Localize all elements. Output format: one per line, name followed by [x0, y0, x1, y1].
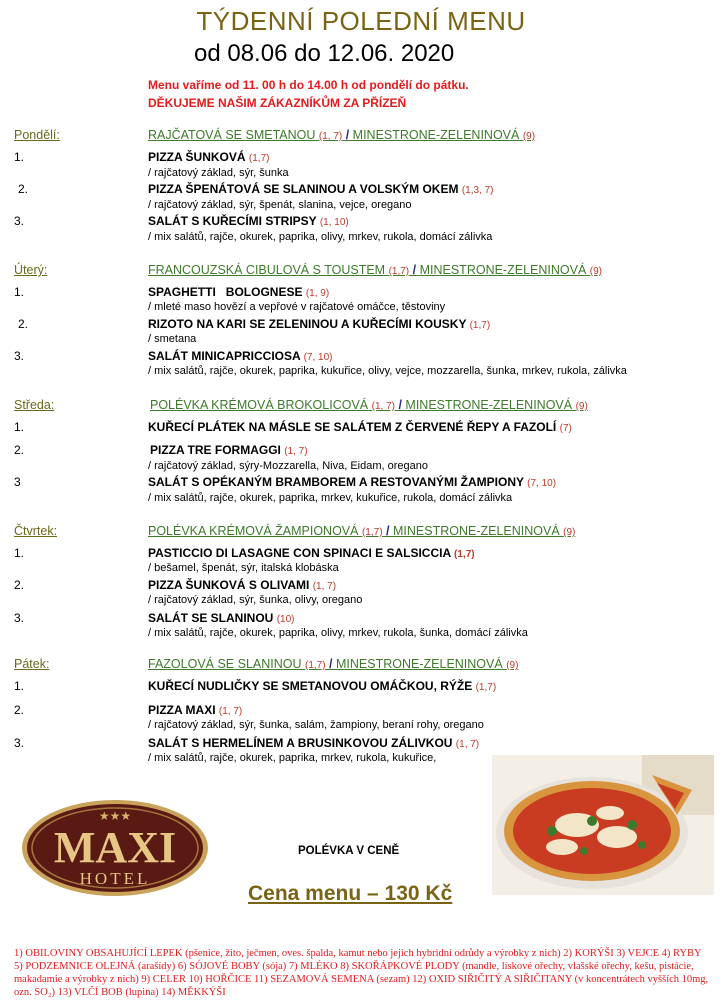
dish-allergens: (1,7) — [248, 153, 270, 164]
dish-number: 3. — [14, 349, 25, 363]
soup-line — [148, 128, 535, 142]
dish-title: PASTICCIO DI LASAGNE CON SPINACI E SALSICCIA — [148, 546, 451, 560]
soup-name: FAZOLOVÁ SE SLANINOU — [148, 657, 302, 671]
soup2-name: MINESTRONE-ZELENINOVÁ — [405, 398, 573, 412]
dish-allergens: (1,7) — [475, 682, 497, 693]
dish-allergens: (1,7) — [454, 549, 475, 560]
dish-number: 1. — [14, 420, 25, 434]
dish-description: / smetana — [148, 333, 197, 345]
dish-description: / rajčatový základ, sýr, šunka — [148, 167, 289, 179]
soup-allergens: (1, 7) — [318, 131, 343, 142]
dish-number: 3. — [14, 736, 25, 750]
soup2-name: MINESTRONE-ZELENINOVÁ — [392, 524, 560, 538]
dish-title: SALÁT S HERMELÍNEM A BRUSINKOVOU ZÁLIVKOU — [148, 736, 453, 750]
soup-separator: / — [398, 398, 402, 412]
dish-number: 2. — [14, 443, 25, 457]
dish-name — [148, 703, 242, 717]
dish-title: PIZZA ŠUNKOVÁ S OLIVAMI — [148, 578, 310, 592]
menu-price: Cena menu – 130 Kč — [248, 882, 453, 905]
dish-number: 1. — [14, 150, 25, 164]
dish-allergens: (1, 7) — [284, 446, 308, 457]
soup2-allergens: (9) — [506, 660, 519, 671]
soup2-allergens: (9) — [522, 131, 536, 142]
thanks-note: DĚKUJEME NAŠIM ZÁKAZNÍKŮM ZA PŘÍZEŇ — [148, 96, 407, 110]
dish-number: 1. — [14, 546, 25, 560]
soup-name: POLÉVKA KRÉMOVÁ ŽAMPIONOVÁ — [148, 524, 359, 538]
soup2-allergens: (9) — [589, 266, 602, 277]
dish-title: PIZZA TRE FORMAGGI — [150, 443, 281, 457]
dish-number: 3 — [14, 475, 21, 489]
dish-title: KUŘECÍ NUDLIČKY SE SMETANOVOU OMÁČKOU, RÝŽE — [148, 679, 473, 693]
dish-allergens: (1, 7) — [218, 706, 243, 717]
dish-number: 2. — [14, 578, 25, 592]
dish-allergens: (1,7) — [469, 320, 491, 331]
dish-allergens: (10) — [276, 614, 295, 625]
dish-allergens: (1,3, 7) — [461, 185, 494, 196]
dish-description: / mix salátů, rajče, okurek, paprika, kukuřice, olivy, vejce, mozzarella, šunka, mrkev, rukola, zálivka — [148, 365, 627, 377]
dish-description: / rajčatový základ, sýr, šunka, olivy, oregano — [148, 594, 363, 606]
soup-separator: / — [329, 657, 333, 671]
soup-allergens: (1, 7) — [371, 401, 395, 412]
hotel-logo — [20, 798, 210, 898]
dish-number: 1. — [14, 679, 25, 693]
hours-note: Menu vaříme od 11. 00 h do 14.00 h od pondělí do pátku. — [148, 78, 469, 92]
dish-allergens: (1, 7) — [312, 581, 337, 592]
soup2-allergens: (9) — [575, 401, 588, 412]
dish-name — [148, 349, 332, 363]
dish-description: / rajčatový základ, sýr, šunka, salám, žampiony, beraní rohy, oregano — [148, 719, 484, 731]
pizza-image — [492, 755, 714, 895]
dish-number: 3. — [14, 214, 25, 228]
soup2-allergens: (9) — [563, 527, 576, 538]
dish-description: / rajčatový základ, sýr, špenát, slanina, vejce, oregano — [148, 199, 412, 211]
dish-title: SALÁT MINICAPRICCIOSA — [148, 349, 301, 363]
dish-name — [148, 420, 572, 434]
soup2-name: MINESTRONE-ZELENINOVÁ — [352, 128, 520, 142]
dish-allergens: (1, 7) — [455, 739, 480, 750]
dish-name — [148, 736, 479, 750]
soup-line — [148, 657, 518, 671]
dish-name — [148, 285, 329, 299]
dish-description: / mix salátů, rajče, okurek, paprika, olivy, mrkev, rukola, šunka, domácí zálivka — [148, 627, 528, 639]
soup-line — [150, 398, 588, 412]
dish-name — [148, 475, 556, 489]
soup-line — [148, 263, 602, 277]
dish-title: PIZZA ŠPENÁTOVÁ SE SLANINOU A VOLSKÝM OKEM — [148, 182, 459, 196]
dish-number: 3. — [14, 611, 25, 625]
dish-allergens: (1, 10) — [319, 217, 349, 228]
dish-name — [148, 317, 490, 331]
soup-name: FRANCOUZSKÁ CIBULOVÁ S TOUSTEM — [148, 263, 386, 277]
day-label: Čtvrtek: — [14, 524, 58, 538]
dish-number: 1. — [14, 285, 25, 299]
logo-name: MAXI — [53, 823, 177, 872]
day-label: Pondělí: — [14, 128, 60, 142]
dish-number: 2. — [18, 317, 29, 331]
dish-description: / mleté maso hovězí a vepřové v rajčatové omáčce, těstoviny — [148, 301, 446, 313]
allergen-legend: 1) OBILOVINY OBSAHUJÍCÍ LEPEK (pšenice, žito, ječmen, oves. špalda, kamut nebo jejich hybridní odrůdy a výrobky z nich) 2) KORÝŠI 3) VEJCE 4) RYBY 5) PODZEMNICE OLEJNÁ (arašídy) 6) SÓJOVÉ BOBY (sója) 7) MLÉKO 8) SKOŘÁPKOVÉ PLODY (mandle, lískové ořechy, vlašské ořechy, kešu, pistácie, makadamie a výrobky z nich) 9) CELER 10) HOŘČICE 11) SEZAMOVÁ SEMENA (sezam) 12) OXID SIŘIČITÝ A SIŘIČITANY (v koncentrátech vyšších 10mg, ozn. SO₂) 13) VLČÍ BOB (lupina) 14) MĚKKÝŠI — [14, 948, 709, 998]
dish-title: PIZZA MAXI — [148, 703, 216, 717]
dish-title: SPAGHETTI BOLOGNESE — [148, 285, 303, 299]
dish-description: / mix salátů, rajče, okurek, paprika, mrkev, kukuřice, rukola, domácí zálivka — [148, 492, 513, 504]
dish-name — [148, 214, 349, 228]
dish-description: / rajčatový základ, sýry-Mozzarella, Niva, Eidam, oregano — [148, 460, 428, 472]
dish-name — [148, 150, 269, 164]
soup-separator: / — [386, 524, 390, 538]
soup-name: POLÉVKA KRÉMOVÁ BROKOLICOVÁ — [150, 398, 369, 412]
dish-title: SALÁT SE SLANINOU — [148, 611, 274, 625]
soup-separator: / — [412, 263, 417, 277]
soup2-name: MINESTRONE-ZELENINOVÁ — [336, 657, 503, 671]
dish-name — [148, 546, 475, 560]
dish-title: SALÁT S KUŘECÍMI STRIPSY — [148, 214, 317, 228]
dish-number: 2. — [18, 182, 29, 196]
day-label: Středa: — [14, 398, 55, 412]
dish-allergens: (7, 10) — [527, 478, 557, 489]
dish-description: / mix salátů, rajče, okurek, paprika, olivy, mrkev, rukola, domácí zálivka — [148, 231, 493, 243]
date-range: od 08.06 do 12.06. 2020 — [194, 40, 455, 67]
logo-sub: HOTEL — [79, 869, 151, 888]
dish-name — [148, 611, 294, 625]
soup-name: RAJČATOVÁ SE SMETANOU — [148, 128, 316, 142]
soup-included-note: POLÉVKA V CENĚ — [298, 845, 400, 857]
dish-name — [148, 578, 336, 592]
dish-name — [148, 182, 494, 196]
logo-stars: ★★★ — [98, 809, 132, 823]
day-label: Úterý: — [14, 263, 48, 277]
soup-allergens: (1,7) — [388, 266, 410, 277]
soup2-name: MINESTRONE-ZELENINOVÁ — [419, 263, 587, 277]
soup-separator: / — [345, 128, 350, 142]
dish-name — [148, 679, 496, 693]
soup-line — [148, 524, 575, 538]
dish-allergens: (7) — [559, 423, 572, 434]
dish-title: RIZOTO NA KARI SE ZELENINOU A KUŘECÍMI KOUSKY — [148, 317, 467, 331]
dish-name — [150, 443, 308, 457]
dish-number: 2. — [14, 703, 25, 717]
dish-title: PIZZA ŠUNKOVÁ — [148, 150, 246, 164]
dish-title: KUŘECÍ PLÁTEK NA MÁSLE SE SALÁTEM Z ČERVENÉ ŘEPY A FAZOLÍ — [148, 420, 557, 434]
soup-allergens: (1,7) — [361, 527, 383, 538]
dish-description: / bešamel, špenát, sýr, italská klobáska — [148, 562, 339, 574]
menu-title: TÝDENNÍ POLEDNÍ MENU — [196, 6, 526, 36]
dish-allergens: (1, 9) — [305, 288, 330, 299]
dish-allergens: (7, 10) — [303, 352, 333, 363]
day-label: Pátek: — [14, 657, 50, 671]
dish-title: SALÁT S OPÉKANÝM BRAMBOREM A RESTOVANÝMI ŽAMPIONY — [148, 475, 524, 489]
dish-description: / mix salátů, rajče, okurek, paprika, mrkev, rukola, kukuřice, — [148, 752, 437, 764]
soup-allergens: (1,7) — [305, 660, 326, 671]
